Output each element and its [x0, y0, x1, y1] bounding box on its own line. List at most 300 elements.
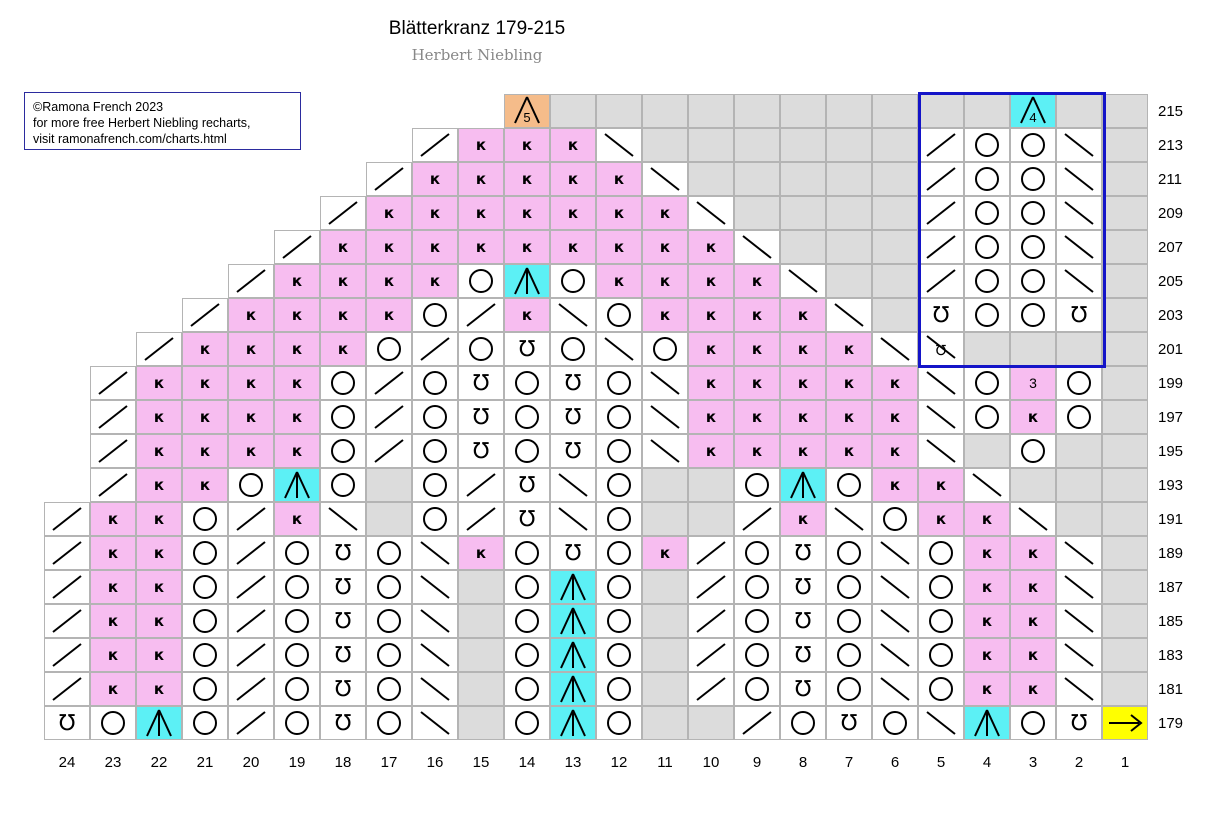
- column-label: 1: [1120, 753, 1130, 771]
- symbol-knit: к: [475, 204, 487, 222]
- chart-cell: [826, 468, 872, 502]
- chart-cell: [1102, 366, 1148, 400]
- symbol-knit: к: [567, 204, 579, 222]
- chart-cell: [320, 638, 366, 672]
- chart-cell: [228, 502, 274, 536]
- chart-cell: [1010, 604, 1056, 638]
- chart-cell-empty: [44, 162, 90, 196]
- symbol-knit: к: [797, 306, 809, 324]
- chart-cell: [642, 502, 688, 536]
- column-label: 15: [472, 753, 490, 771]
- chart-cell: [550, 638, 596, 672]
- chart-cell-empty: [44, 264, 90, 298]
- chart-cell: [918, 502, 964, 536]
- chart-cell: [826, 128, 872, 162]
- symbol-knit-tbl: ℧: [794, 676, 812, 702]
- chart-cell-empty: [274, 162, 320, 196]
- chart-cell: [780, 332, 826, 366]
- chart-cell: [1056, 434, 1102, 468]
- chart-cell: [1056, 230, 1102, 264]
- chart-cell: [1102, 128, 1148, 162]
- column-label: 20: [242, 753, 260, 771]
- chart-cell: [596, 230, 642, 264]
- chart-cell-empty: [458, 94, 504, 128]
- chart-cell: [826, 570, 872, 604]
- chart-cell: [274, 230, 320, 264]
- chart-cell: [964, 706, 1010, 740]
- chart-cell: [1102, 468, 1148, 502]
- chart-cell: [1102, 536, 1148, 570]
- chart-cell: [136, 638, 182, 672]
- column-label: 4: [982, 753, 992, 771]
- chart-cell: [1056, 196, 1102, 230]
- chart-cell: [642, 638, 688, 672]
- symbol-knit: к: [751, 374, 763, 392]
- chart-cell: [964, 638, 1010, 672]
- chart-cell: [366, 400, 412, 434]
- symbol-knit: к: [981, 680, 993, 698]
- chart-cell: [918, 264, 964, 298]
- chart-cell: [90, 604, 136, 638]
- column-label: 10: [702, 753, 720, 771]
- symbol-knit: к: [521, 136, 533, 154]
- symbol-knit: к: [429, 272, 441, 290]
- symbol-knit-tbl: ℧: [472, 370, 490, 396]
- chart-cell: [136, 672, 182, 706]
- chart-cell: [872, 196, 918, 230]
- chart-cell: [412, 434, 458, 468]
- symbol-knit: к: [521, 306, 533, 324]
- chart-cell: [412, 298, 458, 332]
- symbol-knit: к: [153, 510, 165, 528]
- symbol-knit: к: [199, 340, 211, 358]
- chart-cell: [1056, 502, 1102, 536]
- chart-cell: [596, 672, 642, 706]
- row-label: 193: [1158, 476, 1184, 494]
- chart-cell: [90, 366, 136, 400]
- row-label: 181: [1158, 680, 1184, 698]
- chart-cell: [366, 706, 412, 740]
- chart-cell: [458, 400, 504, 434]
- chart-cell: [366, 638, 412, 672]
- symbol-knit: к: [383, 238, 395, 256]
- symbol-knit: к: [429, 170, 441, 188]
- chart-cell: [366, 468, 412, 502]
- chart-cell: [872, 230, 918, 264]
- chart-cell: [826, 638, 872, 672]
- chart-cell: [366, 264, 412, 298]
- chart-cell: [136, 400, 182, 434]
- chart-cell: [780, 162, 826, 196]
- chart-cell: [228, 638, 274, 672]
- chart-cell: [1102, 332, 1148, 366]
- chart-cell-empty: [228, 94, 274, 128]
- chart-cell: [872, 366, 918, 400]
- chart-cell: [780, 604, 826, 638]
- symbol-knit-tbl: ℧: [794, 574, 812, 600]
- chart-cell: [1010, 706, 1056, 740]
- chart-cell: [44, 706, 90, 740]
- chart-cell: [1010, 638, 1056, 672]
- symbol-knit: к: [337, 272, 349, 290]
- chart-cell: [412, 128, 458, 162]
- chart-cell: [826, 434, 872, 468]
- symbol-knit-tbl: ℧: [518, 472, 536, 498]
- chart-cell: [688, 604, 734, 638]
- chart-cell: [918, 298, 964, 332]
- symbol-knit: к: [567, 238, 579, 256]
- chart-cell: [688, 672, 734, 706]
- chart-cell: [780, 706, 826, 740]
- chart-cell: [780, 638, 826, 672]
- chart-cell: [872, 604, 918, 638]
- chart-cell: [918, 196, 964, 230]
- chart-cell: [228, 672, 274, 706]
- chart-cell: [918, 570, 964, 604]
- symbol-knit: к: [337, 238, 349, 256]
- chart-cell: [366, 604, 412, 638]
- chart-cell: [504, 434, 550, 468]
- symbol-knit: к: [429, 238, 441, 256]
- chart-cell: [642, 128, 688, 162]
- chart-cell: [550, 332, 596, 366]
- column-label: 23: [104, 753, 122, 771]
- chart-cell: [596, 298, 642, 332]
- chart-cell: [964, 672, 1010, 706]
- symbol-knit: к: [153, 442, 165, 460]
- row-label: 207: [1158, 238, 1184, 256]
- chart-cell: [734, 536, 780, 570]
- chart-cell: [274, 400, 320, 434]
- chart-cell: [964, 94, 1010, 128]
- column-label: 9: [752, 753, 762, 771]
- chart-cell: [228, 366, 274, 400]
- chart-cell: [1102, 434, 1148, 468]
- chart-cell: [90, 570, 136, 604]
- chart-cell: [136, 536, 182, 570]
- column-label: 7: [844, 753, 854, 771]
- chart-cell: [734, 638, 780, 672]
- chart-cell: [504, 672, 550, 706]
- chart-cell: [458, 604, 504, 638]
- chart-cell: [780, 468, 826, 502]
- column-label: 2: [1074, 753, 1084, 771]
- chart-cell: [826, 672, 872, 706]
- chart-cell: [596, 638, 642, 672]
- svg-text:4: 4: [1029, 110, 1037, 125]
- chart-cell: [136, 434, 182, 468]
- chart-cell: [458, 502, 504, 536]
- chart-cell: [964, 128, 1010, 162]
- symbol-knit: к: [245, 408, 257, 426]
- symbol-knit: к: [153, 408, 165, 426]
- row-label: 191: [1158, 510, 1184, 528]
- chart-cell: [918, 332, 964, 366]
- symbol-knit: к: [613, 204, 625, 222]
- chart-cell: [136, 502, 182, 536]
- symbol-knit: к: [613, 238, 625, 256]
- symbol-knit: к: [153, 374, 165, 392]
- chart-cell: [872, 706, 918, 740]
- symbol-knit: к: [751, 272, 763, 290]
- chart-cell: [1056, 604, 1102, 638]
- chart-cell: [734, 196, 780, 230]
- symbol-knit: к: [199, 374, 211, 392]
- chart-cell: [734, 162, 780, 196]
- chart-cell: [550, 264, 596, 298]
- chart-cell-empty: [90, 94, 136, 128]
- chart-cell-empty: [136, 264, 182, 298]
- chart-cell: [550, 128, 596, 162]
- chart-cell: [504, 536, 550, 570]
- chart-cell: [412, 604, 458, 638]
- symbol-knit: к: [705, 306, 717, 324]
- symbol-knit: к: [1027, 680, 1039, 698]
- chart-cell: [182, 604, 228, 638]
- row-label: 187: [1158, 578, 1184, 596]
- chart-cell: [596, 196, 642, 230]
- chart-cell: [182, 672, 228, 706]
- chart-cell: [366, 230, 412, 264]
- chart-cell: [550, 672, 596, 706]
- chart-cell: [182, 536, 228, 570]
- chart-cell: [1102, 298, 1148, 332]
- chart-cell-empty: [90, 162, 136, 196]
- chart-cell: [688, 434, 734, 468]
- chart-cell: [320, 298, 366, 332]
- chart-cell: [780, 434, 826, 468]
- chart-cell: [688, 128, 734, 162]
- chart-cell: [964, 298, 1010, 332]
- symbol-knit: к: [291, 340, 303, 358]
- chart-cell: [688, 264, 734, 298]
- chart-cell: [780, 264, 826, 298]
- chart-cell: [274, 570, 320, 604]
- chart-cell-empty: [182, 230, 228, 264]
- chart-cell-empty: [136, 162, 182, 196]
- symbol-knit: к: [337, 306, 349, 324]
- chart-cell: [320, 468, 366, 502]
- symbol-knit: к: [521, 204, 533, 222]
- symbol-knit: к: [659, 306, 671, 324]
- symbol-knit: к: [889, 476, 901, 494]
- chart-cell: [274, 298, 320, 332]
- chart-cell: [734, 332, 780, 366]
- chart-cell: [320, 400, 366, 434]
- chart-cell: [1010, 672, 1056, 706]
- chart-cell: [826, 366, 872, 400]
- chart-cell-empty: [90, 332, 136, 366]
- chart-cell: [1102, 400, 1148, 434]
- chart-cell: [780, 128, 826, 162]
- chart-cell: [182, 502, 228, 536]
- row-label: 215: [1158, 102, 1184, 120]
- symbol-knit: к: [843, 374, 855, 392]
- row-label: 195: [1158, 442, 1184, 460]
- chart-cell: [780, 298, 826, 332]
- chart-cell: [44, 604, 90, 638]
- chart-cell: [458, 162, 504, 196]
- chart-cell: [780, 570, 826, 604]
- symbol-knit: к: [291, 408, 303, 426]
- chart-cell: [412, 332, 458, 366]
- chart-cell: [734, 502, 780, 536]
- chart-cell: [734, 570, 780, 604]
- chart-cell: [964, 264, 1010, 298]
- chart-cell: [504, 502, 550, 536]
- chart-cell: [596, 162, 642, 196]
- chart-cell: [320, 264, 366, 298]
- chart-cell: [688, 196, 734, 230]
- symbol-knit: к: [751, 408, 763, 426]
- chart-cell: [228, 264, 274, 298]
- symbol-knit-tbl: ℧: [472, 438, 490, 464]
- symbol-knit: к: [291, 374, 303, 392]
- chart-cell: [1056, 400, 1102, 434]
- chart-cell: [734, 128, 780, 162]
- chart-cell: [504, 230, 550, 264]
- chart-cell: [1010, 468, 1056, 502]
- chart-cell: [550, 502, 596, 536]
- chart-cell-empty: [44, 400, 90, 434]
- chart-cell: [688, 366, 734, 400]
- chart-cell: [182, 400, 228, 434]
- chart-cell: [872, 434, 918, 468]
- chart-cell: [688, 468, 734, 502]
- chart-cell: [550, 298, 596, 332]
- chart-cell: [872, 570, 918, 604]
- chart-cell: [228, 468, 274, 502]
- chart-cell: [412, 672, 458, 706]
- chart-cell: [826, 604, 872, 638]
- chart-cell: [734, 230, 780, 264]
- chart-cell: [550, 604, 596, 638]
- chart-cell: [1010, 536, 1056, 570]
- chart-cell: [642, 536, 688, 570]
- column-label: 5: [936, 753, 946, 771]
- symbol-knit-tbl: ℧: [472, 404, 490, 430]
- chart-cell: [872, 468, 918, 502]
- chart-cell: [504, 162, 550, 196]
- column-label: 11: [657, 753, 673, 771]
- chart-cell: [826, 332, 872, 366]
- chart-cell: [642, 706, 688, 740]
- chart-cell: [918, 468, 964, 502]
- row-label: 183: [1158, 646, 1184, 664]
- chart-title: Blätterkranz 179-215: [388, 18, 566, 39]
- chart-cell: [320, 366, 366, 400]
- chart-cell: [412, 366, 458, 400]
- chart-cell: [1010, 434, 1056, 468]
- chart-cell: [1010, 230, 1056, 264]
- chart-cell: [320, 502, 366, 536]
- chart-cell: [274, 502, 320, 536]
- chart-cell: [964, 230, 1010, 264]
- column-label: 14: [518, 753, 536, 771]
- chart-cell: [182, 434, 228, 468]
- chart-cell: [412, 162, 458, 196]
- chart-cell: [1056, 570, 1102, 604]
- chart-cell: [734, 706, 780, 740]
- symbol-knit: к: [889, 374, 901, 392]
- chart-cell: [228, 604, 274, 638]
- chart-cell: [918, 128, 964, 162]
- chart-cell: [826, 264, 872, 298]
- chart-cell: [274, 638, 320, 672]
- svg-text:5: 5: [523, 110, 531, 125]
- chart-cell: [596, 604, 642, 638]
- chart-cell-empty: [136, 230, 182, 264]
- chart-cell: [90, 706, 136, 740]
- row-label: 189: [1158, 544, 1184, 562]
- chart-cell: [274, 536, 320, 570]
- chart-subtitle: Herbert Niebling: [411, 46, 543, 64]
- chart-cell: [642, 298, 688, 332]
- chart-cell: [550, 706, 596, 740]
- symbol-knit: к: [751, 442, 763, 460]
- chart-cell-empty: [136, 128, 182, 162]
- chart-cell: [228, 536, 274, 570]
- chart-cell: [964, 502, 1010, 536]
- chart-cell: [964, 536, 1010, 570]
- chart-cell: [366, 366, 412, 400]
- row-label: 211: [1158, 170, 1182, 188]
- chart-cell: [320, 604, 366, 638]
- chart-cell-empty: [182, 196, 228, 230]
- symbol-knit: к: [843, 408, 855, 426]
- symbol-knit: к: [705, 442, 717, 460]
- symbol-knit-tbl: ℧: [334, 540, 352, 566]
- chart-cell: [872, 298, 918, 332]
- symbol-knit: к: [337, 340, 349, 358]
- chart-cell: [1102, 264, 1148, 298]
- chart-cell: [780, 366, 826, 400]
- row-label: 199: [1158, 374, 1184, 392]
- symbol-knit: к: [567, 170, 579, 188]
- symbol-knit: к: [199, 476, 211, 494]
- chart-cell: [872, 638, 918, 672]
- chart-cell: [872, 672, 918, 706]
- chart-cell: [458, 638, 504, 672]
- symbol-knit: к: [567, 136, 579, 154]
- chart-cell-empty: [44, 468, 90, 502]
- chart-cell: [90, 434, 136, 468]
- symbol-knit: к: [981, 646, 993, 664]
- chart-cell: [550, 366, 596, 400]
- chart-cell: [642, 366, 688, 400]
- chart-cell: [872, 536, 918, 570]
- chart-cell: [688, 638, 734, 672]
- chart-cell: [780, 502, 826, 536]
- chart-cell: [780, 536, 826, 570]
- chart-cell: [550, 230, 596, 264]
- chart-cell: [826, 536, 872, 570]
- symbol-knit: к: [153, 612, 165, 630]
- symbol-knit: к: [107, 510, 119, 528]
- chart-cell-empty: [182, 94, 228, 128]
- symbol-knit: к: [521, 170, 533, 188]
- column-label: 22: [150, 753, 168, 771]
- chart-cell: [964, 400, 1010, 434]
- chart-cell: [1056, 332, 1102, 366]
- chart-cell: [366, 502, 412, 536]
- chart-cell: [412, 570, 458, 604]
- symbol-knit: к: [889, 442, 901, 460]
- symbol-knit: к: [1027, 544, 1039, 562]
- chart-cell: [964, 468, 1010, 502]
- symbol-knit: к: [751, 340, 763, 358]
- chart-cell: [44, 672, 90, 706]
